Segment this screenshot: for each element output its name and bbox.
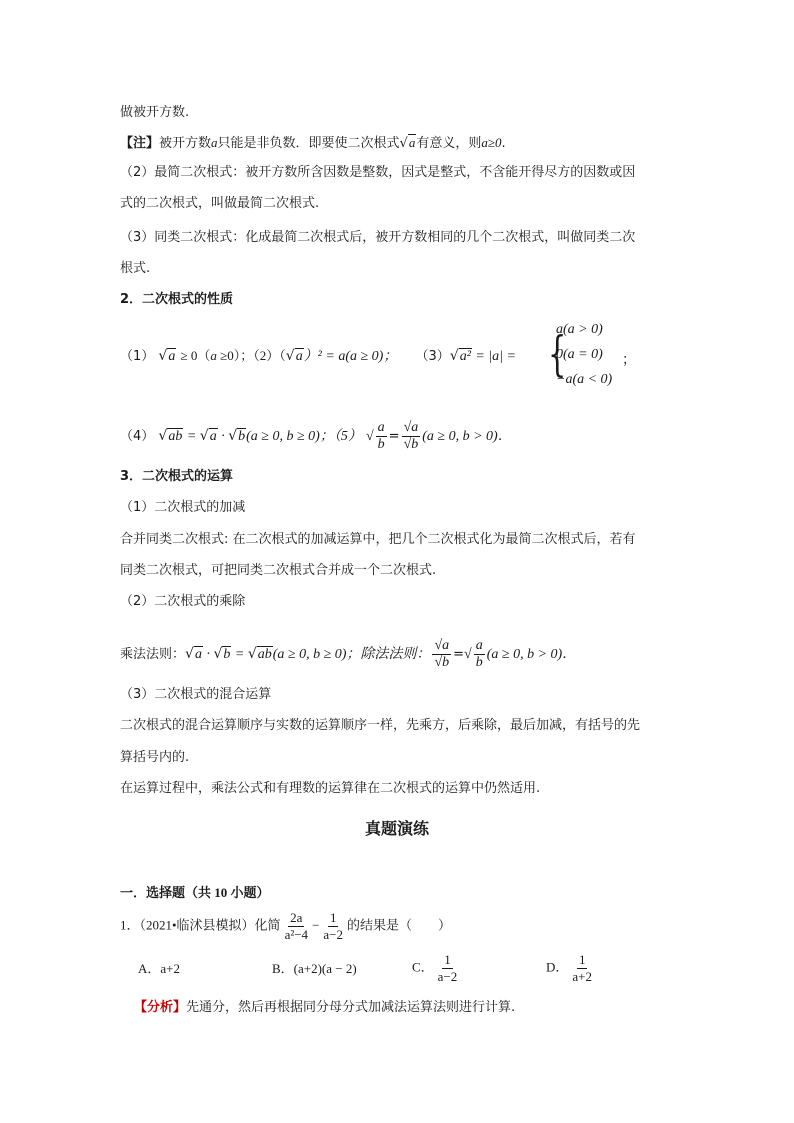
question-header: 一．选择题（共 10 小题） [120,885,270,900]
div-cond: (a ≥ 0, b > 0)． [486,647,577,662]
q1-minus: − [312,917,320,933]
equals: = [183,429,200,444]
sqrt-ab: √ab [158,428,183,444]
case-2: 0(a = 0) [556,347,603,362]
sqrt-a: √a [285,348,303,364]
para-line: 式的二次根式，叫做最简二次根式. [120,196,320,211]
option-d-label: D． [546,959,569,975]
section-title: 真题演练 [364,821,429,838]
heading-properties: 2．二次根式的性质 [120,292,234,307]
prop-cond-4: (a ≥ 0, b ≥ 0)；（5） [246,429,362,444]
sqrt-b: √b [228,428,246,444]
dot: · [202,647,214,662]
mul-div-rules: 乘法法则：√a · √b = √ab(a ≥ 0, b ≥ 0)；除法法则： $\frac{√a}{√b}$ =√ $\frac{a}{b}$ (a ≥ 0, b > 0)． [120,638,577,671]
q1-stem-text: 1．（2021•临沭县模拟）化简 [120,917,281,933]
property-line-2: （4） √ab = √a · √b(a ≥ 0, b ≥ 0)；（5） √ $\frac{a}{b}$ = $\frac{√a}{√b}$ (a ≥ 0, b > 0)． [120,420,512,453]
para-line: （3）同类二次根式：化成最简二次根式后，被开方数相同的几个二次根式，叫做同类二次 [120,230,636,245]
option-c-label: C． [412,959,434,975]
note-text-3: 有意义，则 [416,136,482,151]
heading-operations: 3．二次根式的运算 [120,469,234,484]
cases-brace: { [548,326,567,382]
subheading: （1）二次根式的加减 [120,500,246,515]
subheading: （3）二次根式的混合运算 [120,687,272,702]
property-line-1 [120,347,516,366]
prop-label-3: （3） [415,349,450,364]
sqrt-frac-ab: √ $\frac{a}{b}$ [365,420,385,453]
prop-expr-1: ≥ 0（ [180,348,211,363]
para-line: 算括号内的. [120,750,190,765]
sqrt-a: √a [158,348,176,364]
option-a[interactable]: A．a+2 [138,961,180,976]
question-1-stem [120,910,451,943]
mul-label: 乘法法则： [120,647,186,662]
prop-label-4: （4） [120,429,155,444]
prop-expr-3: ）² = a(a ≥ 0)； [303,349,398,364]
note-end: . [501,136,506,151]
note-cond: a≥0 [481,135,502,150]
option-c[interactable] [412,952,461,985]
sqrt-b: √b [213,646,231,662]
dot: · [217,429,229,444]
analysis-line [134,999,515,1017]
para-line: 二次根式的混合运算顺序与实数的运算顺序一样，先乘方，后乘除，最后加减，有括号的先 [120,718,641,733]
q1-tail: 的结果是（ ） [347,917,452,933]
frac-sqrt: $\frac{√a}{√b}$ [434,638,450,670]
para-line: 同类二次根式，可把同类二次根式合并成一个二次根式. [120,563,437,578]
subheading: （2）二次根式的乘除 [120,594,246,609]
analysis-tag: 【分析】 [134,1000,187,1015]
option-d[interactable] [546,952,596,985]
option-b[interactable]: B．(a+2)(a − 2) [272,961,357,976]
option-c-frac: $\frac{1}{a-2}$ [437,952,458,984]
para-line: 根式. [120,261,151,276]
sqrt-a: √a [185,646,202,662]
sqrt-a-squared: √a² [449,348,471,364]
note-var: a [211,135,218,150]
cases-semicolon: ； [622,353,636,368]
para-line: 合并同类二次根式: 在二次根式的加减运算中，把几个二次根式化为最简二次根式后，若有 [120,532,636,547]
mul-cond: (a ≥ 0, b ≥ 0)；除法法则： [272,647,431,662]
note-text: 被开方数 [159,136,212,151]
prop-abs: = |a| = [471,349,516,364]
q1-frac-2: $\frac{1}{a-2}$ [323,910,344,942]
case-1: a(a > 0) [556,322,603,337]
sqrt-a: √a [399,135,416,151]
para-line: （2）最简二次根式：被开方数所含因数是整数，因式是整式，不含能开得尽方的因数或因 [120,165,636,180]
para-line: 做被开方数. [120,105,190,120]
prop-label-1: （1） [120,349,155,364]
equals: = [231,647,248,662]
frac-sqrt: $\frac{√a}{√b}$ [403,420,419,452]
sqrt-frac-ab: √ $\frac{a}{b}$ [464,638,483,671]
para-line: 在运算过程中，乘法公式和有理数的运算律在二次根式的运算中仍然适用. [120,781,541,796]
prop-cond-5: (a ≥ 0, b > 0)． [422,429,512,444]
prop-expr-2: ≥0）；（2）（ [216,348,286,363]
q1-frac-1: $\frac{2a}{\text{a²−4}}$ [284,910,309,942]
sqrt-ab: √ab [247,646,272,662]
option-d-frac: $\frac{1}{a+2}$ [572,952,592,984]
note-bracket: 【注】 [120,136,160,151]
note-line [120,134,506,153]
case-3: −a(a < 0) [556,372,613,387]
analysis-text: 先通分，然后再根据同分母分式加减法运算法则进行计算. [186,1000,516,1015]
note-text-2: 只能是非负数．即要使二次根式 [217,136,400,151]
prop-var: a [210,348,217,363]
sqrt-a: √a [199,428,217,444]
